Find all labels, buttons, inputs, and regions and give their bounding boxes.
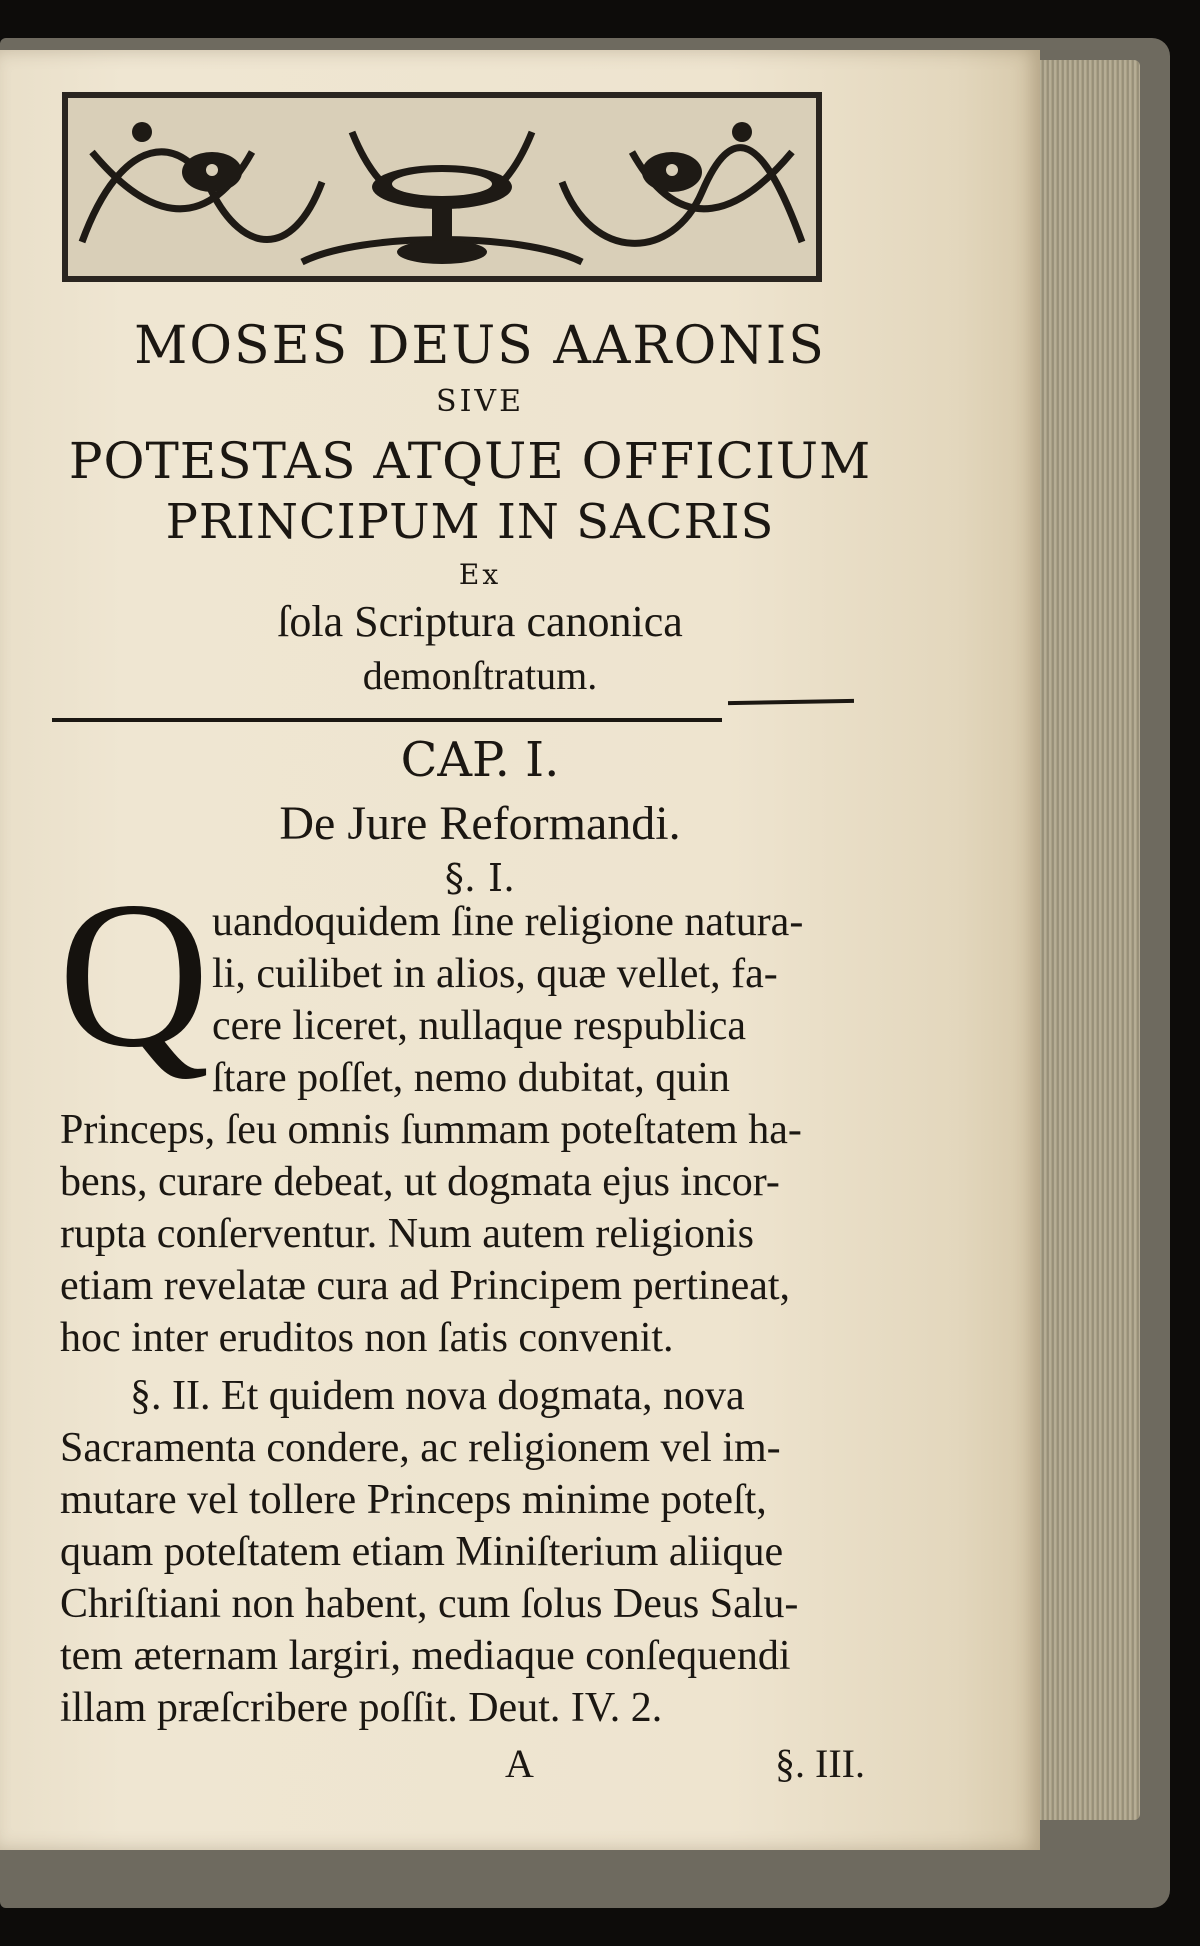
body-line: cere liceret, nullaque respublica	[212, 1003, 747, 1049]
body-line: illam præſcribere poſſit. Deut. IV. 2.	[60, 1685, 663, 1731]
body-line: Sacramenta condere, ac religionem vel im-	[60, 1425, 781, 1471]
signature-mark: A	[505, 1741, 534, 1786]
body-line: uandoquidem ſine religione natura-	[212, 899, 804, 945]
body-line: §. II. Et quidem nova dogmata, nova	[130, 1373, 745, 1419]
chapter-number: CAP. I.	[400, 732, 560, 788]
title-sive: SIVE	[436, 384, 524, 419]
body-line: hoc inter eruditos non ſatis convenit.	[60, 1315, 674, 1361]
body-line: tem æternam largiri, mediaque conſequendi	[60, 1633, 791, 1679]
subtitle-line-2: demonſtratum.	[362, 653, 598, 698]
title-ex: Ex	[458, 558, 502, 591]
body-line: li, cuilibet in alios, quæ vellet, fa-	[212, 951, 778, 997]
ornament-graphic	[62, 92, 822, 282]
body-line: Chriſtiani non habent, cum ſolus Deus Salu-	[60, 1581, 799, 1627]
body-line: mutare vel tollere Princeps minime poteſt,	[60, 1477, 767, 1523]
title-line-1: MOSES DEUS AARONIS	[134, 316, 826, 376]
subtitle-line-1: ſola Scriptura canonica	[277, 597, 683, 646]
woodcut-headpiece-ornament	[62, 92, 822, 282]
title-line-2: POTESTAS ATQUE OFFICIUM	[68, 432, 872, 490]
section-heading: §. I.	[444, 856, 516, 900]
body-line: bens, curare debeat, ut dogmata ejus incor-	[60, 1159, 780, 1205]
body-line: quam poteſtatem etiam Miniſterium aliique	[60, 1529, 784, 1575]
body-line: rupta conſerventur. Num autem religionis	[60, 1211, 754, 1257]
horizontal-rule	[52, 718, 722, 722]
drop-cap-initial: Q	[58, 859, 210, 1091]
body-line: ſtare poſſet, nemo dubitat, quin	[212, 1055, 730, 1101]
body-line: etiam revelatæ cura ad Principem pertineat,	[60, 1263, 791, 1309]
chapter-title: De Jure Reformandi.	[279, 797, 681, 850]
title-line-3: PRINCIPUM IN SACRIS	[165, 494, 775, 550]
body-line: Princeps, ſeu omnis ſummam poteſtatem ha-	[60, 1107, 802, 1153]
catchword: §. III.	[775, 1741, 865, 1786]
